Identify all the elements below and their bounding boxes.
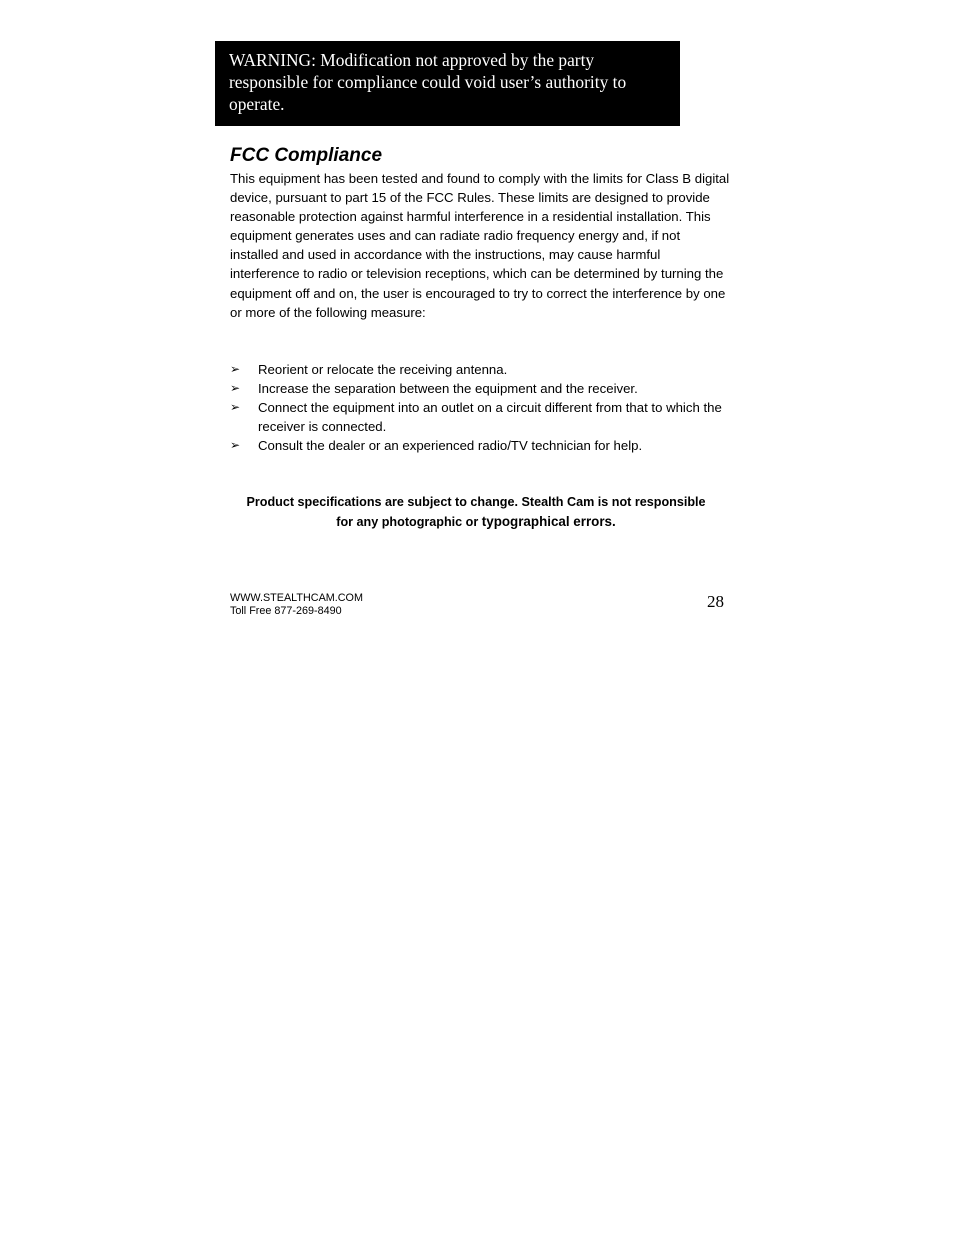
arrow-bullet-icon: ➢	[230, 438, 241, 453]
list-item-text: Increase the separation between the equipment and the receiver.	[258, 381, 638, 397]
warning-box	[215, 41, 680, 126]
list-item	[230, 398, 730, 436]
section-title: FCC Compliance	[230, 145, 383, 166]
footer-website: WWW.STEALTHCAM.COM	[230, 592, 363, 604]
list-item	[230, 360, 730, 379]
list-item	[230, 379, 730, 398]
arrow-bullet-icon: ➢	[230, 400, 241, 415]
arrow-bullet-icon: ➢	[230, 362, 241, 376]
fcc-paragraph: This equipment has been tested and found to comply with the limits for Class B digital device, pursuant to part 15 of the FCC Rules. These limits are designed to provide reasonable protection against harmful interference in a residential installation. This equipment generates uses and can radiate radio frequency energy and, if not installed and used in accordance with the instructions, may cause harmful interference to radio or television receptions, which can be determined by turning the equipment off and on, the user is encouraged to try to correct the interference by one or more of the following measure:	[230, 171, 730, 320]
disclaimer	[225, 493, 727, 532]
list-item-text: Reorient or relocate the receiving antenna.	[258, 362, 508, 377]
measures-list	[230, 360, 730, 455]
page-number: 28	[707, 592, 724, 611]
arrow-bullet-icon: ➢	[230, 381, 241, 396]
disclaimer-line-2b: typographical errors.	[481, 514, 616, 529]
list-item-text: Connect the equipment into an outlet on a circuit different from that to which the receiver is connected.	[258, 400, 722, 435]
footer-contact	[230, 592, 363, 617]
disclaimer-line-2a: for any photographic or	[336, 515, 482, 529]
list-item	[230, 436, 730, 455]
footer-toll-free: Toll Free 877-269-8490	[230, 604, 342, 617]
disclaimer-line-1: Product specifications are subject to change. Stealth Cam is not responsible	[246, 495, 706, 509]
list-item-text: Consult the dealer or an experienced radio/TV technician for help.	[258, 438, 643, 454]
warning-text: WARNING: Modification not approved by the party responsible for compliance could void user’s authority to operate.	[229, 50, 627, 114]
